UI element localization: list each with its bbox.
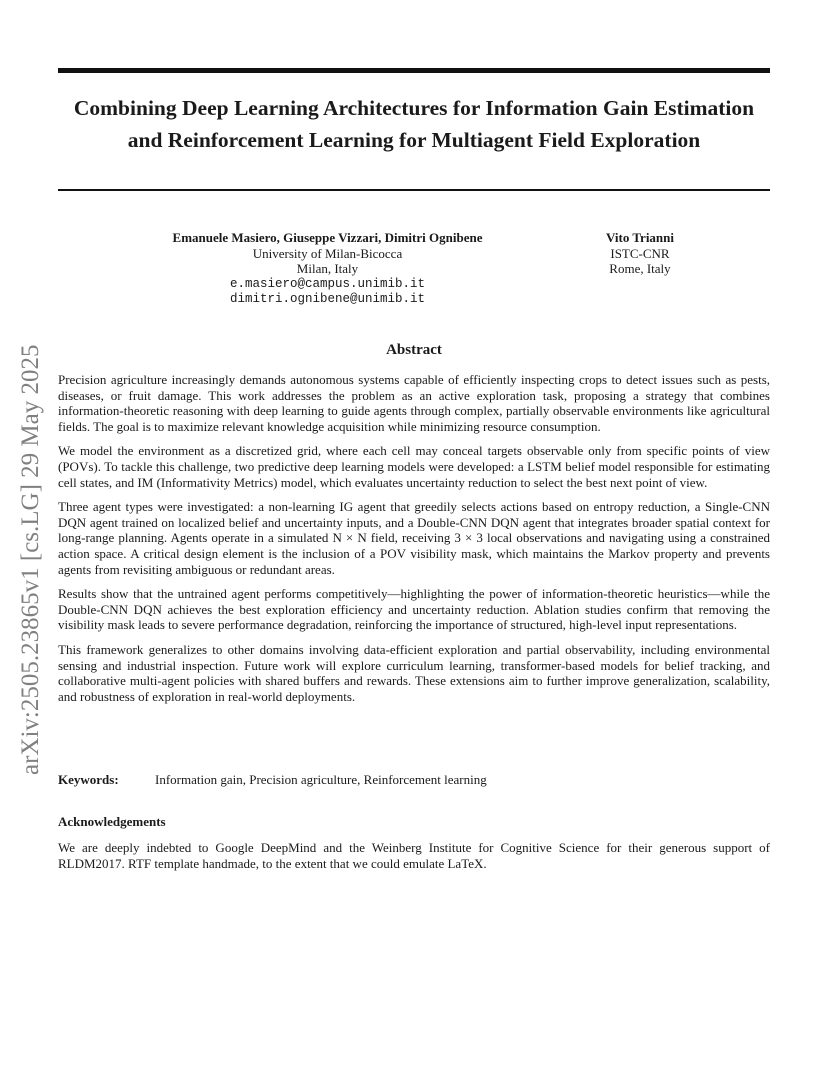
keywords [58, 772, 487, 788]
arxiv-side-identifier: arXiv:2505.23865v1 [cs.LG] 29 May 2025 [17, 344, 44, 775]
author-email: e.masiero@campus.unimib.it [229, 276, 426, 291]
author-location: Rome, Italy [609, 261, 671, 276]
author-block-1 [140, 230, 515, 308]
abstract-paragraph: We model the environment as a discretized grid, where each cell may conceal targets observable only from specific points of view (POVs). To tackle this challenge, two predictive deep learning models were developed: a LSTM belief model responsible for estimating cell states, and IM (Informativity Metrics) model, which evaluates uncertainty reduction to select the best next point of view. [58, 443, 770, 490]
title-bottom-rule [58, 189, 770, 191]
abstract-body [58, 372, 770, 713]
top-rule [58, 68, 770, 73]
abstract-paragraph: Precision agriculture increasingly demands autonomous systems capable of efficiently inspecting crops to detect issues such as pests, diseases, or fruit damage. This work addresses the problem as an active exploration task, proposing a strategy that combines information-theoretic reasoning with deep learning to guide agents through complex, partially observable environments like agricultural fields. The goal is to maximize relevant knowledge acquisition while minimizing resource consumption. [58, 372, 770, 434]
abstract-paragraph: Results show that the untrained agent performs competitively—highlighting the power of information-theoretic heuristics—while the Double-CNN DQN achieves the best exploration efficiency and uncertainty reduction. Ablation studies confirm that removing the visibility mask leads to severe performance degradation, reinforcing the importance of structured, high-level input representations. [58, 586, 770, 633]
author-affiliation: ISTC-CNR [610, 245, 670, 261]
author-email: dimitri.ognibene@unimib.it [229, 292, 426, 306]
author-block-2 [560, 230, 720, 277]
author-affiliation: University of Milan-Bicocca [252, 245, 403, 261]
acknowledgements-body: We are deeply indebted to Google DeepMind and the Weinberg Institute for Cognitive Science for their generous support of RLDM2017. RTF template handmade, to the extent that we could emulate LaTeX. [58, 840, 770, 871]
abstract-heading: Abstract [386, 342, 442, 358]
keywords-label: Keywords: [58, 772, 119, 787]
abstract-paragraph: This framework generalizes to other domains involving data-efficient exploration and partial observability, including environmental sensing and industrial inspection. Future work will explore curriculum learning, transformer-based models for belief tracking, and collaborative multi-agent policies with shared buffers and rewards. These extensions aim to further improve generalization, scalability, and robustness of exploration in real-world deployments. [58, 641, 770, 704]
author-names: Emanuele Masiero, Giuseppe Vizzari, Dimitri Ognibene [172, 230, 483, 245]
keywords-value: Information gain, Precision agriculture, Reinforcement learning [155, 772, 487, 787]
paper-title: Combining Deep Learning Architectures for Information Gain Estimation and Reinforcement Learning for Multiagent Field Exploration [73, 96, 755, 152]
author-names: Vito Trianni [605, 230, 675, 245]
author-location: Milan, Italy [296, 261, 359, 276]
abstract-paragraph: Three agent types were investigated: a non-learning IG agent that greedily selects actions based on entropy reduction, a Single-CNN DQN agent trained on localized belief and uncertainty inputs, and a Double-CNN DQN agent that integrates broader spatial context for long-range planning. Agents operate in a simulated N × N field, receiving 3 × 3 local observations and navigating using a constrained action space. A critical design element is the inclusion of a POV visibility mask, which maintains the Markov property and prevents agents from revisiting ambiguous or redundant areas. [58, 499, 770, 577]
acknowledgements-heading: Acknowledgements [58, 814, 166, 829]
